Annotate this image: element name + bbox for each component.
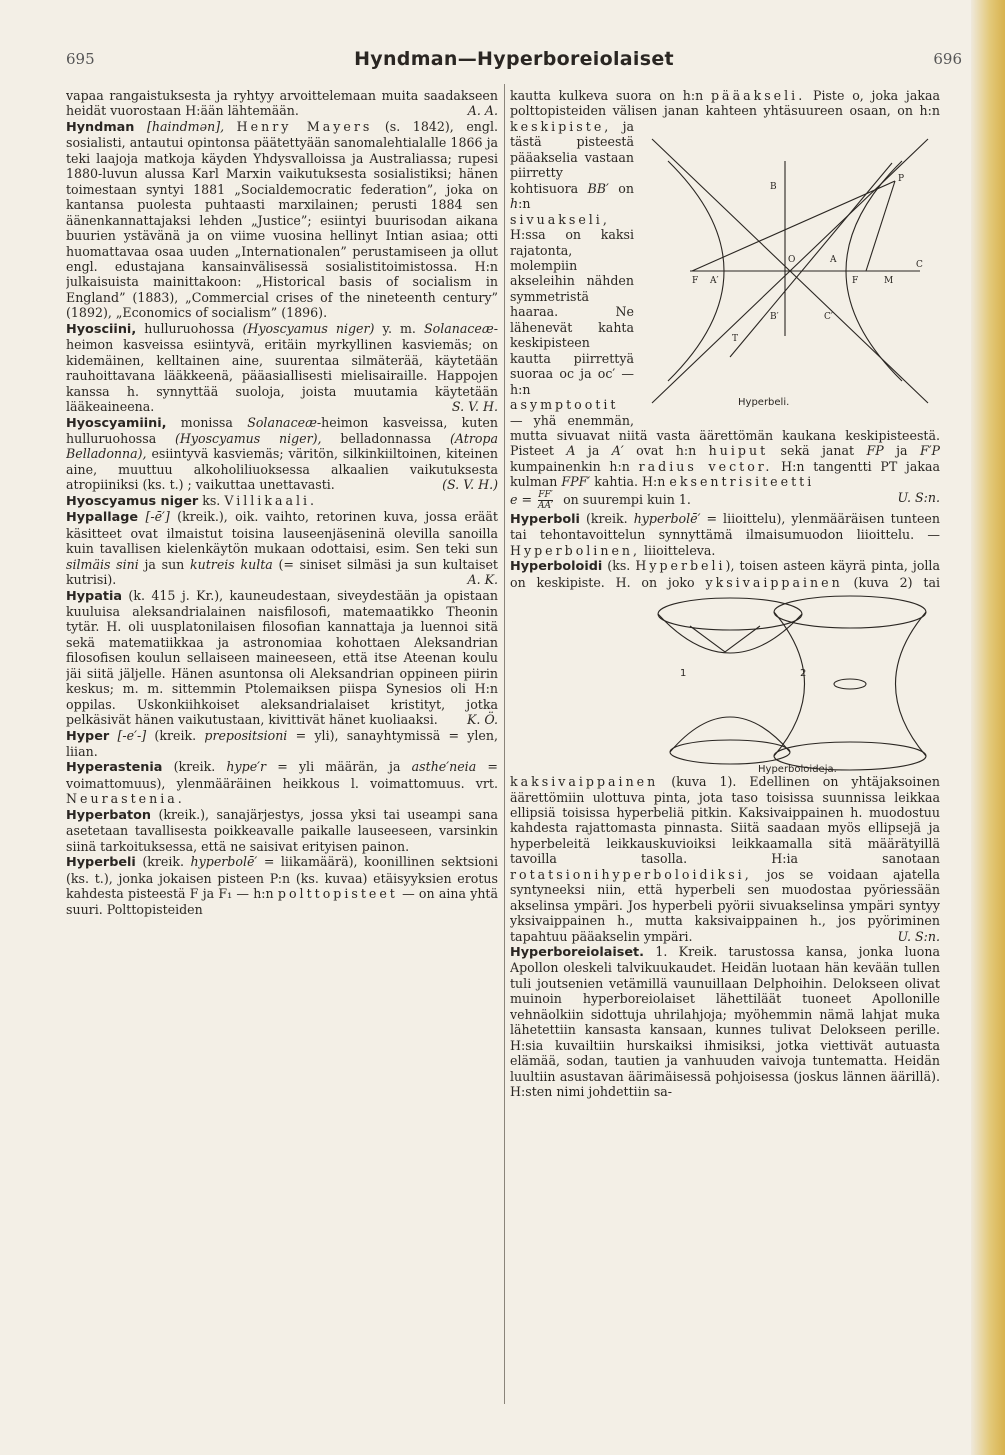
label-Cprime: C′ bbox=[824, 311, 833, 322]
eccentricity-fraction: $\frac{FF'}{AA'}$ bbox=[538, 489, 554, 511]
signature: K. Ö. bbox=[466, 712, 498, 728]
label-O: O bbox=[788, 254, 796, 265]
lower-branch bbox=[670, 717, 790, 752]
right-column bbox=[510, 88, 940, 1408]
page-header bbox=[66, 48, 962, 74]
hyperbeli-continuation: kautta kulkeva suora on h:n pääakseli. Piste o, joka jakaa polttopisteiden välisen janan kahteen yhtäsuureen osaan, on h:n keskipiste, P B O A F A′ F M C B′ C′ T Hyperbeli. ja tästä pisteestä pääakselia vastaan piirretty kohtisuora BB′ on h:n sivuakseli, H:ssa on kaksi rajatonta, molempiin akseleihin nähden symmetristä haaraa. Ne lähenevät kahta keskipisteen kautta piirrettyä suoraa oc ja oc′ — h:n asymptootit — yhä enemmän, mutta sivuavat niitä vasta äärettömän kaukana keskipisteestä. Pisteet A ja A′ ovat h:n huiput sekä janat FP ja F′P kumpainenkin h:n radius vector. H:n tangentti PT jakaa kulman FPF′ kahtia. H:n eksentrisiteetti e = $\frac{FF'}{AA'}$ on suurempi kuin 1. U. S:n. bbox=[510, 88, 940, 511]
signature: U. S:n. bbox=[897, 928, 940, 944]
headword: Hyperbaton bbox=[66, 807, 152, 823]
label-F2: F bbox=[852, 275, 859, 286]
hyperboloidi-figure bbox=[650, 592, 940, 776]
top-ellipse-right bbox=[774, 596, 926, 628]
signature: U. S:n. bbox=[897, 489, 940, 505]
entry-hypatia: Hypatia (k. 415 j. Kr.), kauneudestaan, siveydestään ja opistaan kuuluisa aleksandrialainen naisfilosofi, matemaatikko Theonin tytär. H. oli uusplatonilaisen filosofian kannattaja ja luennoi sitä sekä matematiikkaa ja astronomiaa kohottaen Aleksandrian filosofisen koulun sellaiseen maineeseen, että itse Ateenan koulu jäi siitä jäljelle. Hänen asuntonsa oli Aleksandrian oppineen piirin keskus; m. m. sittemmin Ptolemaiksen piispa Synesios oli H:n oppilas. Uskonkiihkoiset aleksandrialaiset kristityt, jotka pelkäsivät hänen vaikutustaan, kivittivät hänet kuoliaaksi. K. Ö. bbox=[66, 587, 498, 728]
entry-continuation: vapaa rangaistuksesta ja ryhtyy arvoittelemaan muita saadakseen heidät vuorostaan H:ään lähtemään. A. A. bbox=[66, 88, 498, 119]
headword: Hyoscyamiini, bbox=[66, 415, 167, 431]
hyperbola-diagram bbox=[640, 121, 940, 419]
label-P: P bbox=[898, 173, 905, 184]
entry-hyperastenia: Hyperastenia (kreik. hype′r = yli määrän, ja asthe′neia = voimattomuus), ylenmääräinen heikkous l. voimattomuus. vrt. Neurastenia. bbox=[66, 759, 498, 807]
entry-hyndman: Hyndman [haindmən], Henry Mayers (s. 1842), engl. sosialisti, antautui opintonsa päätettyään sanomalehtialalle 1866 ja teki laajoja matkoja käyden Yhdysvalloissa ja Australiassa; rupesi 1880-luvun alussa Karl Marxin vaikutuksesta sosialistiksi; hänen toimestaan syntyi 1881 „Socialdemocratic federation”, joka on kantansa puolesta puhtaasti marxilainen; perusti 1884 sen äänenkannattajaksi lehden „Justice”; esiintyi buurisodan aikana buurien ystävänä ja on viime vuosina hellinyt Intian asiaa; otti huomattavaa osaa uuden „Internationalen” perustamiseen ja ollut engl. edustajana kansainvälisessä sosialistitoimistossa. H:n julkaisuista mainittakoon: „Historical basis of socialism in England” (1883), „Commercial crises of the nineteenth century” (1892), „Economics of socialism” (1896). bbox=[66, 118, 498, 321]
signature: (S. V. H.) bbox=[442, 477, 498, 493]
tangent-line bbox=[730, 163, 892, 357]
cross-reference: Neurastenia. bbox=[66, 791, 185, 807]
page-edge bbox=[971, 0, 1005, 1455]
label-Bprime: B′ bbox=[770, 311, 779, 322]
entry-hyoscyamus-niger: Hyoscyamus niger ks. Villikaali. bbox=[66, 492, 318, 509]
signature: S. V. H. bbox=[451, 399, 498, 415]
running-title: Hyndman—Hyperboreiolaiset bbox=[354, 48, 674, 70]
headword: Hyndman bbox=[66, 119, 135, 135]
entry-hyperboloidi: Hyperboloidi (ks. Hyperbeli), toisen asteen käyrä pinta, jolla on keskipiste. H. on joko 1 2 Hyperboloideja. yksivaippainen (kuva 2) tai kaksivaippainen (kuva 1). Edellinen on yhtäjaksoinen äärettömiin ulottuva pinta, jota taso toisissa suunnissa leikkaa ellipsiä toisissa hyperbeliä pitkin. Kaksivaippainen h. muodostuu kahdesta rajattomasta pinnasta. Siitä saadaan myös ellipsejä ja hyperbeleitä leikkauskuvioiksi leikkaamalla sitä määrätyillä tavoilla tasolla. H:ia sanotaan rotatsionihyperboloidiksi, jos se voidaan ajatella syntyneeksi niin, että hyperbeli sen muodostaa pyöriessään akselinsa ympäri. Jos hyperbeli pyörii sivuakselinsa ympäri syntyy yksivaippainen h., mutta kaksivaippainen h., jos pyöriminen tapahtuu pääakselin ympäri. U. S:n. bbox=[510, 558, 940, 944]
signature: A. K. bbox=[467, 572, 498, 588]
headword: Hyper bbox=[66, 728, 110, 744]
entry-hypallage: Hypallage [-ē′] (kreik.), oik. vaihto, retorinen kuva, jossa eräät käsitteet ovat ilmaistut toisina lauseenjäseninä olevilla sanoilla kuin tavallisen kielenkäytön mukaan odottaisi, esim. Sen teki sun silmäis sini ja sun kutreis kulta (= siniset silmäsi ja sun kultaiset kutrisi). A. K. bbox=[66, 509, 498, 588]
entry-hyperbeli: Hyperbeli (kreik. hyperbolē′ = liikamäärä), koonillinen sektsioni (ks. t.), jonka jokaisen pisteen P:n (ks. kuvaa) etäisyyksien erotus kahdesta pisteestä F ja F₁ — h:n polttopisteet — on aina yhtä suuri. Polttopisteiden bbox=[66, 854, 498, 917]
label-T: T bbox=[732, 333, 739, 344]
figure-caption: Hyperboloideja. bbox=[758, 764, 837, 776]
top-ellipse-left bbox=[658, 598, 802, 630]
entry-hyosciini: Hyosciini, hulluruohossa (Hyoscyamus niger) y. m. Solanaceæ-heimon kasveissa esiintyvä, eritäin myrkyllinen kasviemäs; on kidemäinen, kelltainen aine, suurentaa silmäterää, käytetään rauhoittavana lääkkeenä, pääasiallisesti mielisairaille. Happojen kanssa h. synnyttää suoloja, joista muutamia käytetään lääkeaineena. S. V. H. bbox=[66, 320, 498, 415]
label-A: A bbox=[830, 254, 837, 265]
entry-hyperbaton: Hyperbaton (kreik.), sanajärjestys, jossa yksi tai useampi sana asetetaan tavallisesta poikkeavalle paikalle lauseeseen, varsinkin siinä tarkoituksessa, että ne saisivat erityisen painon. bbox=[66, 806, 498, 854]
label-Aprime: A′ bbox=[710, 275, 719, 286]
label-F1: F bbox=[692, 275, 699, 286]
headword: Hyperboreiolaiset. bbox=[510, 945, 645, 961]
waist-ellipse bbox=[834, 679, 866, 689]
headword: Hyosciini, bbox=[66, 321, 137, 337]
column-divider bbox=[504, 84, 505, 1404]
label-C: C bbox=[916, 259, 923, 270]
label-2: 2 bbox=[800, 668, 807, 680]
figure-caption: Hyperbeli. bbox=[738, 396, 790, 408]
cross-reference: Hyperbeli bbox=[635, 558, 726, 574]
bottom-ellipse-left bbox=[670, 740, 790, 764]
headword: Hypatia bbox=[66, 588, 122, 604]
headword: Hypallage bbox=[66, 510, 139, 526]
waist-left bbox=[774, 612, 805, 756]
left-column bbox=[66, 88, 498, 1408]
label-M: M bbox=[884, 275, 894, 286]
right-page-number: 696 bbox=[933, 50, 962, 68]
left-page-number: 695 bbox=[66, 50, 95, 68]
entry-hyper: Hyper [-e′-] (kreik. prepositsioni = yli), sanayhtymissä = ylen, liian. bbox=[66, 727, 498, 760]
label-B: B bbox=[770, 181, 777, 192]
headword: Hyperboli bbox=[510, 511, 580, 527]
hyperboloid-diagram bbox=[650, 592, 940, 772]
label-1: 1 bbox=[680, 668, 687, 680]
entry-hyperboreiolaiset: Hyperboreiolaiset. 1. Kreik. tarustossa kansa, jonka luona Apollon oleskeli talvikuukaudet. Heidän luotaan hän kevään tullen tuli joutsenien vetämillä vaunuillaan Delphoihin. Delokseen olivat muinoin hyperboreiolaiset lähettiläät tuoneet Apollonille vehnäolkiin sidottuja uhrilahjoja; myöhemmin nämä lahjat muka lähetettiin kansasta kansaan, kunnes tulivat Delokseen perille. H:sia kuvailtiin hurskaiksi ihmisiksi, jotka viettivät autuasta elämää, sodan, tautien ja vanhuuden vaivoja tuntematta. Heidän luultiin asustavan äärimäisessä pohjoisessa (joskus lännen äärillä). H:sten nimi johdettiin sa- bbox=[510, 944, 940, 1100]
entry-hyperboli: Hyperboli (kreik. hyperbolē′ = liioittelu), ylenmääräisen tunteen tai tehontavoittelun synnyttämä ilmaisumuodon liioittelu. — Hyperbolinen, liioitteleva. bbox=[510, 510, 940, 558]
headword: Hyperastenia bbox=[66, 760, 163, 776]
headword: Hyoscyamus niger bbox=[66, 493, 199, 509]
cross-reference: Villikaali. bbox=[224, 492, 318, 508]
waist-right bbox=[896, 612, 927, 756]
headword: Hyperboloidi bbox=[510, 559, 603, 575]
entry-hyoscyamiini: Hyoscyamiini, monissa Solanaceæ-heimon kasveissa, kuten hulluruohossa (Hyoscyamus niger), belladonnassa (Atropa Belladonna), esiintyvä kasviemäs; väritön, silkinkiiltoinen, kiteinen aine, muuttuu alkoholiliuoksessa alkaalien vaikutuksesta atropiiniksi (ks. t.) ; vaikuttaa unettavasti. (S. V. H.) bbox=[66, 414, 498, 493]
signature: A. A. bbox=[467, 103, 498, 119]
headword: Hyperbeli bbox=[66, 855, 136, 871]
hyperbeli-figure bbox=[640, 121, 940, 419]
